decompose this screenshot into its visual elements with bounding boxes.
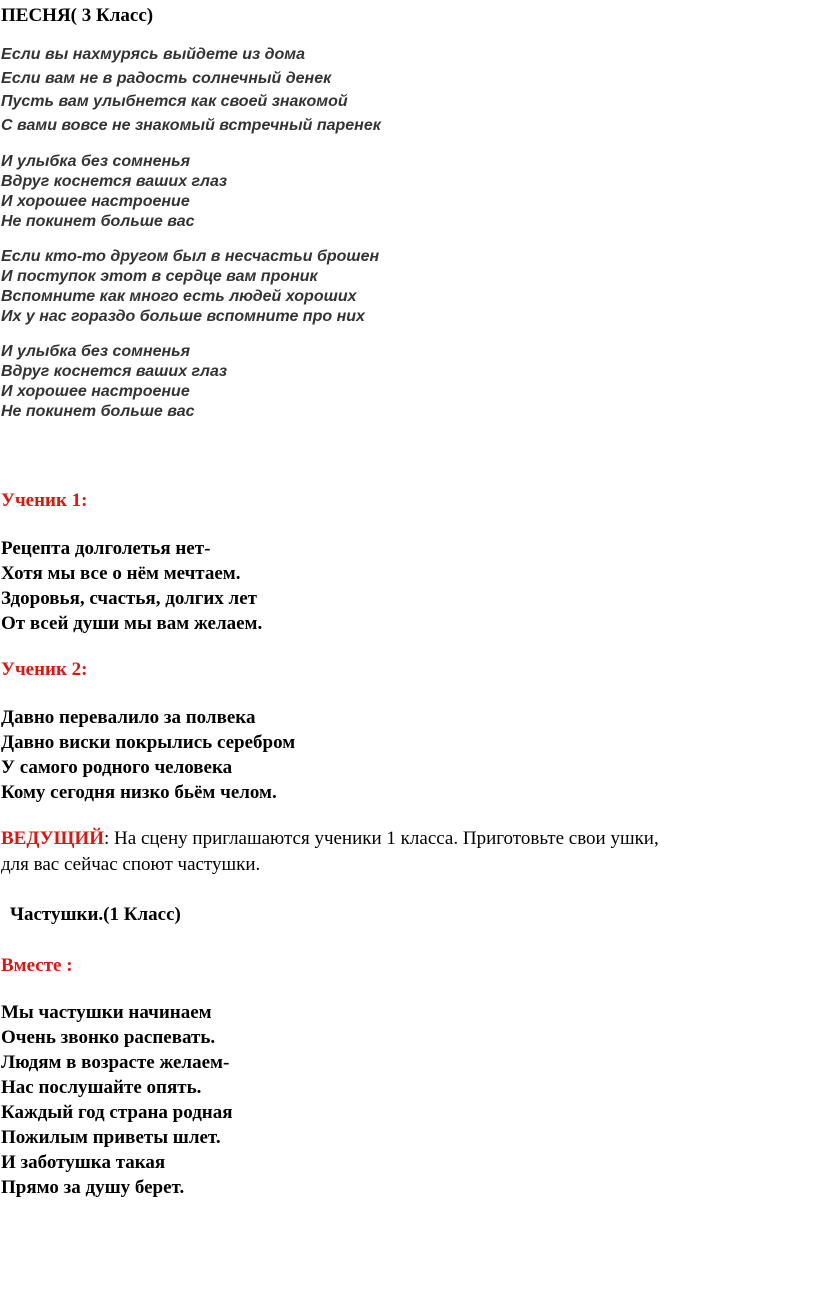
verse-line: Кому сегодня низко бьём челом. [1, 782, 277, 803]
song-line: И улыбка без сомненья [1, 153, 191, 170]
verse-line: Пожилым приветы шлет. [1, 1127, 221, 1148]
verse-line: Людям в возрасте желаем- [1, 1052, 230, 1073]
song-line: С вами вовсе не знакомый встречный паренек [1, 116, 381, 134]
song-line: Их у нас гораздо больше вспомните про них [1, 308, 365, 325]
host-text-2: для вас сейчас споют частушки. [1, 854, 261, 875]
song-title: ПЕСНЯ( 3 Класс) [1, 5, 154, 26]
verse-line: Каждый год страна родная [1, 1102, 233, 1123]
verse-line: И заботушка такая [1, 1152, 166, 1173]
song-line: Не покинет больше вас [1, 403, 195, 420]
song-line: Вдруг коснется ваших глаз [1, 173, 228, 190]
song-line: И улыбка без сомненья [1, 343, 191, 360]
verse-line: Хотя мы все о нём мечтаем. [1, 563, 241, 584]
song-line: Вдруг коснется ваших глаз [1, 363, 228, 380]
verse-line: Прямо за душу берет. [1, 1177, 185, 1198]
verse-line: Здоровья, счастья, долгих лет [1, 588, 257, 609]
song-line: Если кто-то другом был в несчастьи брошен [1, 248, 380, 265]
student-2-verse [1, 705, 295, 805]
verse-line: У самого родного человека [1, 757, 233, 778]
song-line: Если вы нахмурясь выйдете из дома [1, 46, 305, 63]
together-label: Вместе : [1, 955, 73, 976]
song-line: И хорошее настроение [1, 193, 190, 210]
verse-line: От всей души мы вам желаем. [1, 613, 263, 634]
host-paragraph [1, 826, 791, 878]
chastushki-title: Частушки.(1 Класс) [10, 904, 181, 925]
song-stanza-1 [1, 43, 381, 137]
host-label: ВЕДУЩИЙ [1, 828, 105, 849]
host-line-1 [1, 826, 791, 852]
student-2-label: Ученик 2: [1, 659, 88, 680]
host-text-1: : На сцену приглашаются ученики 1 класса. Приготовьте свои ушки, [104, 828, 659, 849]
song-line: Не покинет больше вас [1, 213, 195, 230]
song-line: Пусть вам улыбнется как своей знакомой [1, 93, 348, 110]
verse-line: Очень звонко распевать. [1, 1027, 216, 1048]
verse-line: Давно виски покрылись серебром [1, 732, 296, 753]
song-chorus-2 [1, 342, 227, 422]
song-chorus-1 [1, 152, 227, 232]
song-line: И хорошее настроение [1, 383, 190, 400]
song-line: Если вам не в радость солнечный денек [1, 69, 332, 87]
student-1-verse [1, 536, 262, 636]
song-line: Вспомните как много есть людей хороших [1, 288, 357, 305]
song-stanza-2 [1, 247, 379, 327]
song-line: И поступок этот в сердце вам проник [1, 268, 318, 285]
student-1-label: Ученик 1: [1, 490, 88, 511]
verse-line: Мы частушки начинаем [1, 1002, 212, 1023]
verse-line: Рецепта долголетья нет- [1, 538, 211, 559]
verse-line: Нас послушайте опять. [1, 1077, 202, 1098]
verse-line: Давно перевалило за полвека [1, 707, 256, 728]
together-verse [1, 1000, 233, 1200]
